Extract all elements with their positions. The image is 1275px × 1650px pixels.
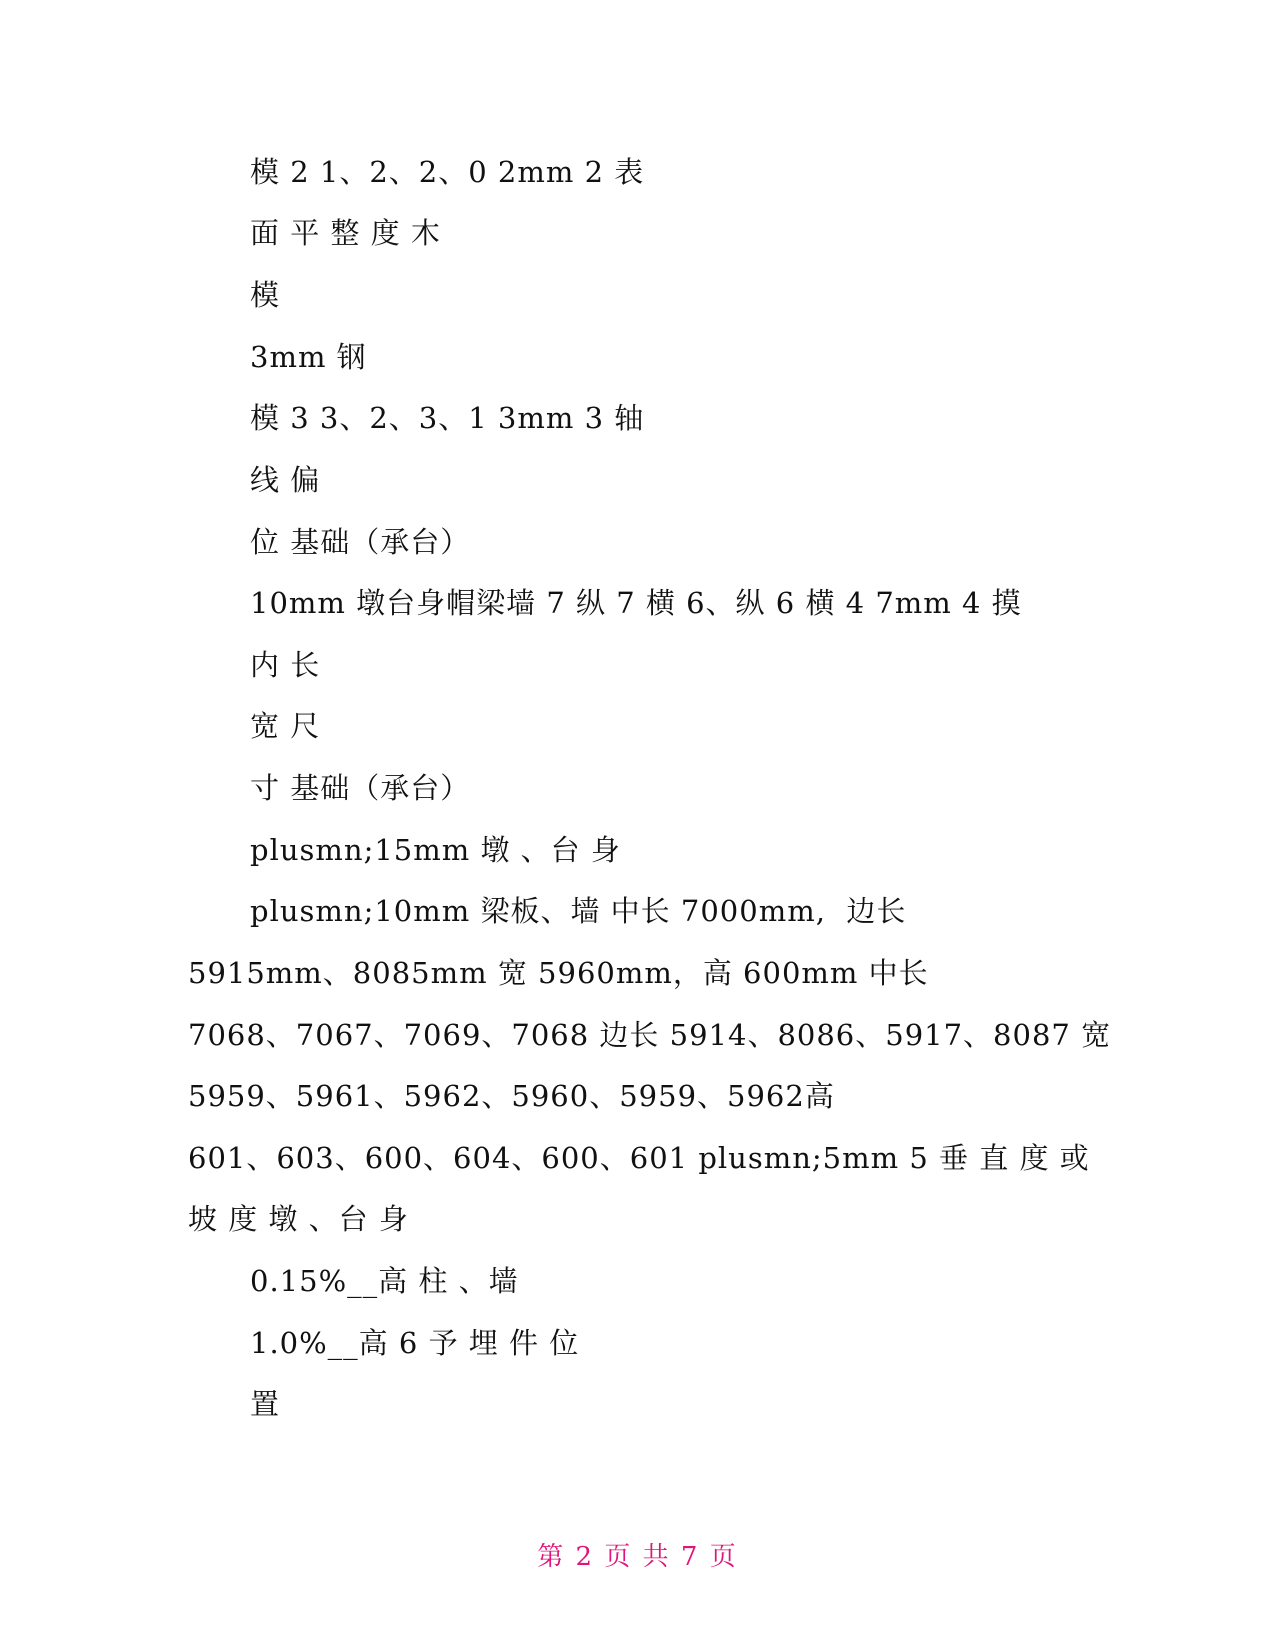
text-line: 寸 基础（承台） bbox=[250, 771, 471, 805]
text-line: 坡 度 墩 、台 身 bbox=[188, 1202, 409, 1236]
text-line: 7068、7067、7069、7068 边长 5914、8086、5917、8087 宽 bbox=[188, 1018, 1112, 1052]
text-line: 置 bbox=[250, 1387, 281, 1421]
text-line: 宽 尺 bbox=[250, 709, 321, 743]
text-line: 模 bbox=[250, 278, 281, 312]
text-line: 1.0%__高 6 予 埋 件 位 bbox=[250, 1326, 580, 1360]
text-line: 10mm 墩台身帽梁墙 7 纵 7 横 6、纵 6 横 4 7mm 4 摸 bbox=[250, 586, 1022, 620]
text-line: plusmn;10mm 梁板、墙 中长 7000mm, 边长 bbox=[250, 894, 907, 928]
text-line: 3mm 钢 bbox=[250, 340, 367, 374]
text-line: 0.15%__高 柱 、墙 bbox=[250, 1264, 519, 1298]
text-line: 内 长 bbox=[250, 648, 321, 682]
text-line: 5959、5961、5962、5960、5959、5962高 bbox=[188, 1079, 835, 1113]
text-line: 5915mm、8085mm 宽 5960mm，高 600mm 中长 bbox=[188, 956, 929, 990]
text-line: 601、603、600、604、600、601 plusmn;5mm 5 垂 直 度 或 bbox=[188, 1141, 1090, 1175]
text-line: plusmn;15mm 墩 、台 身 bbox=[250, 833, 621, 867]
text-line: 面 平 整 度 木 bbox=[250, 216, 441, 250]
page-number-footer: 第 2 页 共 7 页 bbox=[537, 1542, 738, 1572]
text-line: 线 偏 bbox=[250, 463, 321, 497]
text-line: 位 基础（承台） bbox=[250, 525, 471, 559]
text-line: 模 3 3、2、3、1 3mm 3 轴 bbox=[250, 401, 645, 435]
text-line: 模 2 1、2、2、0 2mm 2 表 bbox=[250, 155, 645, 189]
